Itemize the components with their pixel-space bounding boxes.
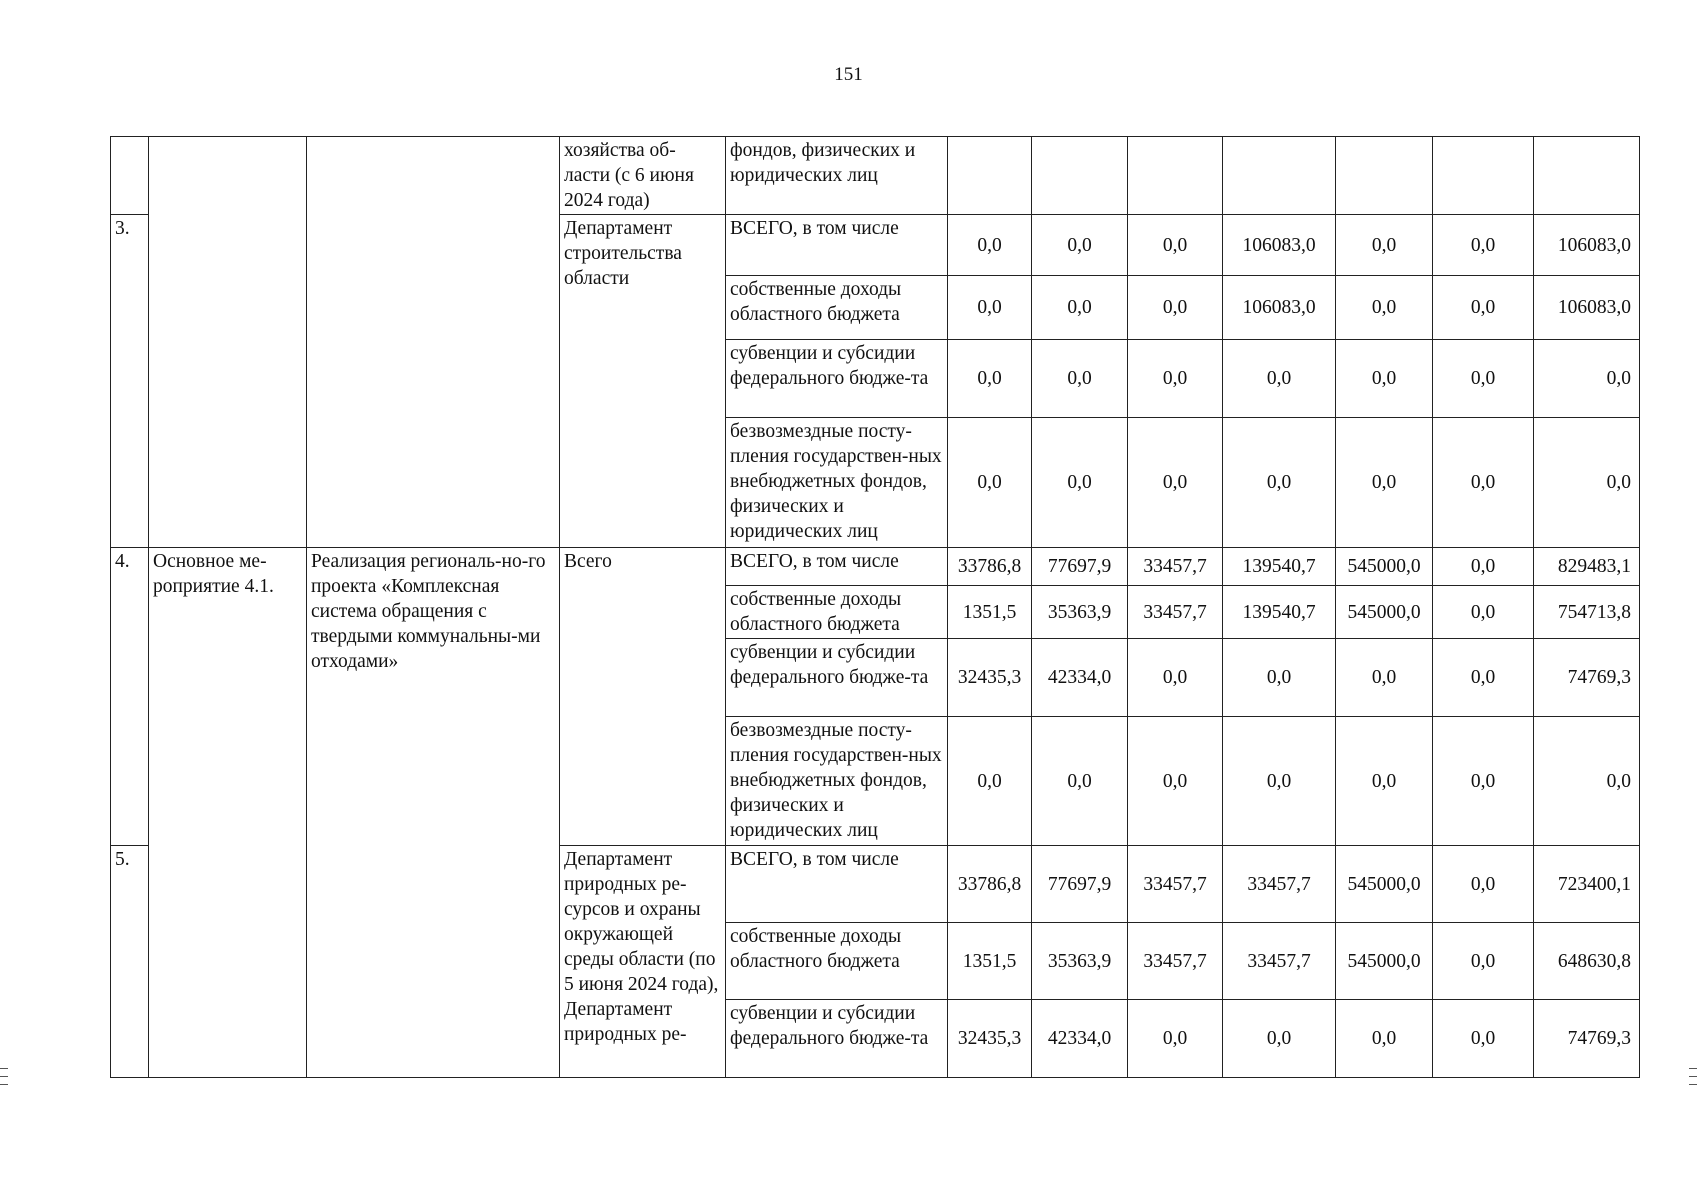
scan-mark-left	[0, 1084, 8, 1085]
value-cell: 648630,8	[1534, 923, 1640, 1000]
value-cell: 0,0	[1433, 639, 1534, 717]
value-cell	[948, 137, 1032, 215]
table-row	[111, 548, 1640, 586]
value-cell: 723400,1	[1534, 846, 1640, 923]
value-cell: 0,0	[1128, 1000, 1223, 1078]
value-cell: 0,0	[1032, 215, 1128, 276]
scan-mark-right	[1689, 1084, 1697, 1085]
value-cell: 0,0	[1336, 215, 1433, 276]
page-number: 151	[834, 64, 863, 85]
funding-source-cell: безвозмездные посту-пления государствен-ных внебюджетных фондов, физических и юридических лиц	[726, 418, 948, 548]
value-cell	[1433, 137, 1534, 215]
value-cell: 0,0	[1433, 923, 1534, 1000]
value-cell: 0,0	[1433, 340, 1534, 418]
value-cell: 0,0	[948, 418, 1032, 548]
value-cell: 35363,9	[1032, 586, 1128, 639]
funding-source-cell: ВСЕГО, в том числе	[726, 846, 948, 923]
value-cell: 0,0	[1032, 340, 1128, 418]
scan-mark-right	[1689, 1068, 1697, 1069]
value-cell: 0,0	[1433, 276, 1534, 340]
value-cell: 0,0	[1433, 215, 1534, 276]
value-cell: 0,0	[1433, 586, 1534, 639]
value-cell: 0,0	[1223, 1000, 1336, 1078]
funding-source-cell: ВСЕГО, в том числе	[726, 548, 948, 586]
value-cell: 0,0	[1534, 340, 1640, 418]
value-cell	[1032, 137, 1128, 215]
name-cell	[307, 137, 560, 548]
value-cell: 139540,7	[1223, 586, 1336, 639]
value-cell: 77697,9	[1032, 548, 1128, 586]
value-cell: 0,0	[1534, 418, 1640, 548]
value-cell: 0,0	[1223, 418, 1336, 548]
scan-mark-right	[1689, 1076, 1697, 1077]
value-cell: 0,0	[1433, 418, 1534, 548]
value-cell: 35363,9	[1032, 923, 1128, 1000]
row-number: 4.	[111, 548, 149, 846]
value-cell: 0,0	[1128, 276, 1223, 340]
value-cell: 32435,3	[948, 639, 1032, 717]
value-cell: 0,0	[1032, 418, 1128, 548]
value-cell: 77697,9	[1032, 846, 1128, 923]
value-cell: 33457,7	[1223, 923, 1336, 1000]
value-cell: 42334,0	[1032, 1000, 1128, 1078]
value-cell: 0,0	[1128, 215, 1223, 276]
funding-source-cell: субвенции и субсидии федерального бюдже-та	[726, 1000, 948, 1078]
budget-table	[110, 136, 1640, 1078]
value-cell: 545000,0	[1336, 548, 1433, 586]
org-cell: Департамент строительства области	[560, 215, 726, 548]
value-cell: 0,0	[1223, 639, 1336, 717]
value-cell: 0,0	[1128, 418, 1223, 548]
funding-source-cell: субвенции и субсидии федерального бюдже-та	[726, 340, 948, 418]
value-cell: 545000,0	[1336, 586, 1433, 639]
value-cell: 0,0	[1336, 639, 1433, 717]
value-cell: 0,0	[1336, 418, 1433, 548]
funding-source-cell: собственные доходы областного бюджета	[726, 586, 948, 639]
value-cell: 106083,0	[1534, 215, 1640, 276]
status-cell: Основное ме-роприятие 4.1.	[149, 548, 307, 1078]
funding-source-cell: фондов, физических и юридических лиц	[726, 137, 948, 215]
funding-source-cell: безвозмездные посту-пления государствен-ных внебюджетных фондов, физических и юридических лиц	[726, 717, 948, 846]
value-cell: 139540,7	[1223, 548, 1336, 586]
value-cell: 0,0	[1223, 717, 1336, 846]
value-cell: 0,0	[1336, 276, 1433, 340]
status-cell	[149, 137, 307, 548]
value-cell: 0,0	[1128, 717, 1223, 846]
value-cell: 1351,5	[948, 586, 1032, 639]
value-cell: 0,0	[1128, 639, 1223, 717]
value-cell: 545000,0	[1336, 923, 1433, 1000]
scan-mark-left	[0, 1076, 8, 1077]
org-cell: хозяйства об-ласти (с 6 июня 2024 года)	[560, 137, 726, 215]
value-cell: 106083,0	[1534, 276, 1640, 340]
value-cell: 0,0	[948, 340, 1032, 418]
value-cell: 33457,7	[1128, 548, 1223, 586]
row-number: 3.	[111, 215, 149, 548]
value-cell	[1534, 137, 1640, 215]
value-cell: 0,0	[948, 276, 1032, 340]
funding-source-cell: собственные доходы областного бюджета	[726, 276, 948, 340]
value-cell	[1223, 137, 1336, 215]
funding-source-cell: собственные доходы областного бюджета	[726, 923, 948, 1000]
scan-mark-left	[0, 1068, 8, 1069]
table-row	[111, 137, 1640, 215]
value-cell	[1336, 137, 1433, 215]
value-cell: 0,0	[1032, 276, 1128, 340]
value-cell: 0,0	[1433, 1000, 1534, 1078]
value-cell: 42334,0	[1032, 639, 1128, 717]
value-cell: 0,0	[1534, 717, 1640, 846]
value-cell: 106083,0	[1223, 276, 1336, 340]
org-cell: Департамент природных ре-сурсов и охраны окружающей среды области (по 5 июня 2024 года), Департамент природных ре-	[560, 846, 726, 1078]
value-cell: 106083,0	[1223, 215, 1336, 276]
value-cell: 32435,3	[948, 1000, 1032, 1078]
org-cell: Всего	[560, 548, 726, 846]
value-cell: 33786,8	[948, 846, 1032, 923]
value-cell: 0,0	[1336, 717, 1433, 846]
value-cell: 0,0	[948, 215, 1032, 276]
value-cell: 0,0	[1336, 1000, 1433, 1078]
value-cell: 74769,3	[1534, 639, 1640, 717]
value-cell: 33457,7	[1128, 586, 1223, 639]
value-cell: 33457,7	[1128, 846, 1223, 923]
value-cell: 754713,8	[1534, 586, 1640, 639]
value-cell: 74769,3	[1534, 1000, 1640, 1078]
value-cell: 0,0	[1433, 548, 1534, 586]
value-cell	[1128, 137, 1223, 215]
value-cell: 0,0	[1032, 717, 1128, 846]
funding-source-cell: ВСЕГО, в том числе	[726, 215, 948, 276]
funding-source-cell: субвенции и субсидии федерального бюдже-та	[726, 639, 948, 717]
row-number: 5.	[111, 846, 149, 1078]
value-cell: 0,0	[1223, 340, 1336, 418]
value-cell: 0,0	[1128, 340, 1223, 418]
value-cell: 0,0	[1336, 340, 1433, 418]
value-cell: 33457,7	[1223, 846, 1336, 923]
value-cell: 545000,0	[1336, 846, 1433, 923]
value-cell: 0,0	[948, 717, 1032, 846]
value-cell: 0,0	[1433, 717, 1534, 846]
value-cell: 33457,7	[1128, 923, 1223, 1000]
name-cell: Реализация региональ-но-го проекта «Комплексная система обращения с твердыми коммунальны-ми отходами»	[307, 548, 560, 1078]
value-cell: 1351,5	[948, 923, 1032, 1000]
row-number-cell	[111, 137, 149, 215]
value-cell: 33786,8	[948, 548, 1032, 586]
value-cell: 0,0	[1433, 846, 1534, 923]
value-cell: 829483,1	[1534, 548, 1640, 586]
